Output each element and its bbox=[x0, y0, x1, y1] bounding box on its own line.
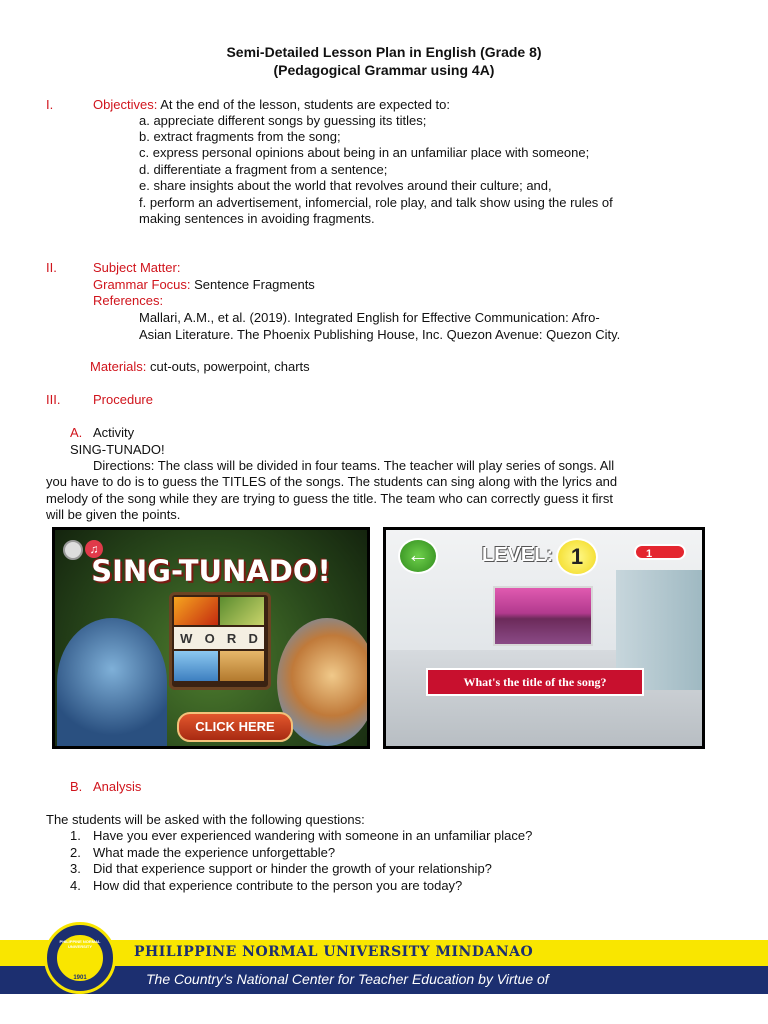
objective-c: c. express personal opinions about being in an unfamiliar place with someone; bbox=[139, 145, 590, 160]
activity-label: Activity bbox=[93, 425, 135, 440]
objective-d: d. differentiate a fragment from a sentence; bbox=[139, 162, 388, 177]
grammar-focus bbox=[93, 277, 315, 293]
page-subtitle: (Pedagogical Grammar using 4A) bbox=[273, 62, 495, 78]
word-tiles bbox=[174, 627, 264, 649]
materials-label: Materials: bbox=[90, 359, 147, 374]
references-label: References: bbox=[93, 293, 164, 308]
question-4: How did that experience contribute to the person you are today? bbox=[93, 878, 463, 893]
click-here-button[interactable]: CLICK HERE bbox=[177, 712, 293, 742]
word-tile-2: O bbox=[204, 630, 215, 646]
university-name: PHILIPPINE NORMAL UNIVERSITY MINDANAO bbox=[134, 944, 534, 960]
warrior-illustration bbox=[57, 618, 167, 746]
seal-name: PHILIPPINE NORMAL UNIVERSITY bbox=[59, 939, 101, 949]
procedure-label: Procedure bbox=[93, 392, 153, 407]
directions-line-3: melody of the song while they are trying to guess the title. The team who can correctly guess it first bbox=[46, 491, 613, 506]
game-title: SING-TUNADO! bbox=[91, 554, 331, 588]
objective-a: a. appreciate different songs by guessing its titles; bbox=[139, 113, 427, 128]
question-3: Did that experience support or hinder the growth of your relationship? bbox=[93, 861, 492, 876]
lives-counter: 1 bbox=[634, 544, 686, 560]
objective-f-cont: making sentences in avoiding fragments. bbox=[139, 211, 375, 226]
animal-tile bbox=[220, 597, 264, 625]
directions-line-4: will be given the points. bbox=[46, 507, 181, 522]
subject-numeral: II. bbox=[46, 260, 57, 275]
level-label: LEVEL: bbox=[482, 544, 554, 566]
seal-year: 1901 bbox=[73, 975, 87, 981]
question-number-3: 3. bbox=[70, 861, 81, 876]
grammar-focus-label: Grammar Focus: bbox=[93, 277, 191, 292]
question-banner: What's the title of the song? bbox=[426, 668, 644, 696]
question-number-2: 2. bbox=[70, 845, 81, 860]
materials bbox=[90, 359, 310, 375]
objective-e: e. share insights about the world that revolves around their culture; and, bbox=[139, 178, 552, 193]
activity-name: SING-TUNADO! bbox=[70, 442, 165, 457]
question-2: What made the experience unforgettable? bbox=[93, 845, 336, 860]
sing-tunado-title-screen bbox=[52, 527, 370, 749]
university-seal bbox=[44, 922, 116, 994]
sky-tile bbox=[174, 651, 218, 681]
word-tile-3: R bbox=[226, 630, 237, 646]
question-number-4: 4. bbox=[70, 878, 81, 893]
objectives-label: Objectives: bbox=[93, 97, 158, 112]
directions-line-1: Directions: The class will be divided in four teams. The teacher will play series of songs. All bbox=[93, 458, 615, 473]
materials-value: cut-outs, powerpoint, charts bbox=[146, 359, 310, 374]
back-arrow-icon[interactable]: ← bbox=[398, 538, 438, 574]
objective-b: b. extract fragments from the song; bbox=[139, 129, 341, 144]
word-puzzle-panel bbox=[169, 592, 271, 690]
question-1: Have you ever experienced wandering with someone in an unfamiliar place? bbox=[93, 828, 533, 843]
objectives-heading bbox=[93, 97, 450, 113]
objective-f: f. perform an advertisement, infomercial, role play, and talk show using the rules of bbox=[139, 195, 613, 210]
level-number: 1 bbox=[556, 538, 598, 576]
activity-letter: A. bbox=[70, 425, 83, 440]
analysis-intro: The students will be asked with the following questions: bbox=[46, 812, 365, 827]
music-icon[interactable]: ♫ bbox=[85, 540, 103, 558]
page-title: Semi-Detailed Lesson Plan in English (Grade 8) bbox=[226, 44, 542, 60]
analysis-letter: B. bbox=[70, 779, 83, 794]
fire-tile bbox=[174, 597, 218, 625]
objectives-numeral: I. bbox=[46, 97, 54, 112]
analysis-label: Analysis bbox=[93, 779, 142, 794]
subject-label: Subject Matter: bbox=[93, 260, 181, 275]
desert-tile bbox=[220, 651, 264, 681]
word-tile-4: D bbox=[248, 630, 258, 646]
procedure-numeral: III. bbox=[46, 392, 61, 407]
footer-tagline: The Country's National Center for Teacher Education by Virtue of bbox=[146, 971, 549, 987]
objectives-intro: At the end of the lesson, students are expected to: bbox=[157, 97, 451, 112]
grammar-focus-value: Sentence Fragments bbox=[190, 277, 315, 292]
question-number-1: 1. bbox=[70, 828, 81, 843]
word-tile-1: W bbox=[180, 630, 193, 646]
directions-line-2: you have to do is to guess the TITLES of the songs. The students can sing along with the lyrics and bbox=[46, 474, 618, 489]
reference-line-2: Asian Literature. The Phoenix Publishing House, Inc. Quezon Avenue: Quezon City. bbox=[139, 327, 621, 342]
hidden-song-card[interactable] bbox=[493, 586, 593, 646]
reference-line-1: Mallari, A.M., et al. (2019). Integrated English for Effective Communication: Afro- bbox=[139, 310, 600, 325]
level-question-screen bbox=[383, 527, 705, 749]
